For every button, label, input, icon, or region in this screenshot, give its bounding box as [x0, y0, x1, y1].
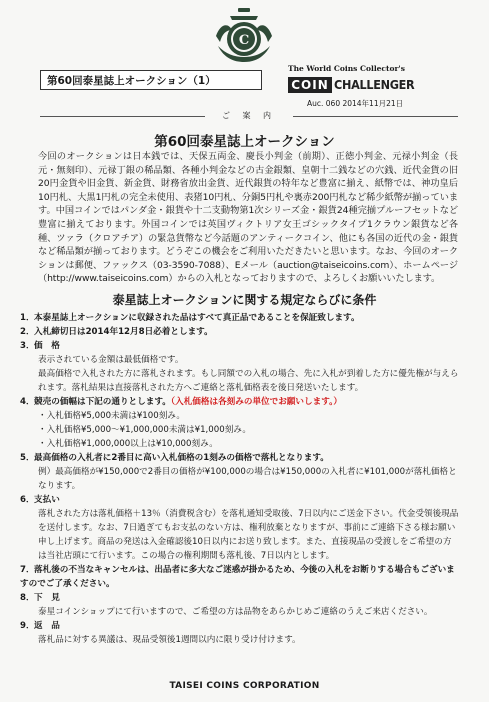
rule-number: 4． — [20, 397, 35, 407]
notice-label: ご 案 内 — [221, 111, 277, 120]
rule-5-example: 例）最高価格が¥150,000で2番目の価格が¥100,000の場合は¥150,000の入札者に¥101,000が落札価格となります。 — [38, 467, 457, 491]
logo-challenger-text: CHALLENGER — [334, 77, 415, 92]
svg-text:C: C — [238, 33, 250, 48]
rule-text: 下 見 — [34, 593, 60, 603]
rule-text: 最高価格の入札者に2番目に高い入札価格の1刻みの価格で落札となります。 — [34, 453, 329, 463]
rule-number: 3． — [20, 341, 35, 351]
rule-6-body: 落札された方は落札価格＋13％（消費税含む）を落札通知受取後、7日以内にご送金下さい。代金受領後現品を送付します。なお、7日過ぎてもお支払のない方は、権利放棄となりますが、事前にご連絡下さる様お願い申し上げます。商品の発送は入金確認後10日以内にお送り致します。また、直接現品の受渡しをご希望の方は当社店頭にて行います。この場合の権利期間も落札後、7日以内とします。 — [38, 509, 459, 561]
rule-text: 落札後の不当なキャンセルは、出品者に多大なご迷惑が掛かるため、今後の入札をお断りする場合もございますのでご了承ください。 — [20, 565, 455, 589]
increment-item: ・入札価格¥1,000,000以上は¥10,000刻み。 — [38, 439, 218, 449]
rule-7 — [20, 563, 460, 591]
increment-item: ・入札価格¥5,000～¥1,000,000未満は¥1,000刻み。 — [38, 425, 251, 435]
rule-3 — [20, 339, 460, 353]
crest-emblem-icon — [210, 6, 278, 64]
rule-8-body: 泰星コインショップにて行いますので、ご希望の方は品物をあらかじめご連絡のうえご来店ください。 — [38, 607, 433, 617]
rule-4-red-note: （入札価格は各刻みの単位でお願いします。） — [170, 397, 343, 407]
rule-1 — [20, 311, 460, 325]
rules-heading: 泰星誌上オークションに関する規定ならびに条件 — [112, 293, 377, 307]
rule-number: 7． — [20, 565, 35, 575]
rule-9 — [20, 619, 460, 633]
rule-number: 9． — [20, 621, 35, 631]
rule-text: 価 格 — [34, 341, 60, 351]
company-footer: TAISEI COINS CORPORATION — [169, 681, 320, 691]
divider-right — [293, 116, 458, 117]
logo-coin-text: COIN — [288, 77, 332, 93]
rule-number: 1． — [20, 313, 35, 323]
rule-2 — [20, 325, 460, 339]
rule-5 — [20, 451, 460, 465]
page-title-box: 第60回泰星誌上オークション（1） — [40, 70, 262, 90]
rule-6 — [20, 493, 460, 507]
rule-3-body-2: 最高価格で入札された方に落札されます。もし同額での入札の場合、先に入札が到着した方に優先権が与えられます。落札結果は直接落札された方へご連絡と落札価格表を後日発送いたします。 — [38, 369, 459, 393]
rule-8 — [20, 591, 460, 605]
rule-number: 5． — [20, 453, 35, 463]
notice-ornament — [40, 110, 458, 124]
rule-text: 返 品 — [34, 621, 60, 631]
main-heading: 第60回泰星誌上オークション — [154, 134, 335, 150]
increment-item: ・入札価格¥5,000未満は¥100刻み。 — [38, 411, 185, 421]
logo-tagline: The World Coins Collector's — [288, 64, 405, 73]
rule-text: 本泰星誌上オークションに収録された品はすべて真正品であることを保証致します。 — [34, 313, 360, 323]
rule-number: 2． — [20, 327, 35, 337]
rule-4 — [20, 395, 460, 409]
intro-paragraph: 今回のオークションは日本銭では、天保五両金、慶長小判金（前期）、正徳小判金、元禄小判金（長元・無刻印）、元禄丁銀の稀品類、各種小判金などの古金銀類、皇朝十二銭などの穴銭、近代金貨の旧20円金貨や旧金貨、新金貨、財務省放出金貨、近代銀貨の特年など豊富に揃え、紙幣では、神功皇后10円札、大黒1円札の完全未使用、表猪10円札、分銅5円札や裏赤200円札など稀少紙幣が揃っています。中国コインではパンダ金・銀貨や十二支動物第1次シリーズ金・銀貨24種完揃プルーフセットなど豊富に揃えております。外国コインでは英国ヴィクトリア女王ゴシックタイプ1クラウン銀貨など各種、ツァラ（クロアチア）の緊急貨幣など今話題のアンティークコイン、他にも各国の近代の金・銀貨など稀品類が揃っております。どうぞこの機会をご利用いただきたいと思います。なお、今回のオークションは郵便、ファックス（03-3590-7088）、Eメール（auction@taiseicoins.com）、ホームページ（http://www.taiseicoins.com）からの入札となっておりますので、よろしくお願いいたします。 — [38, 151, 458, 285]
rule-text: 支払い — [34, 495, 60, 505]
rule-3-body-1: 表示されている金額は最低価格です。 — [38, 355, 184, 365]
rule-number: 8． — [20, 593, 35, 603]
coin-challenger-logo — [288, 77, 444, 93]
rule-9-body: 落札品に対する異議は、現品受領後1週間以内に限り受け付けます。 — [38, 635, 301, 645]
divider-left — [40, 116, 205, 117]
auction-date-line: Auc. 060 2014年11月21日 — [307, 99, 404, 108]
rule-number: 6． — [20, 495, 35, 505]
rules-list — [20, 311, 460, 647]
rule-text: 競売の価幅は下記の通りとします。 — [34, 397, 171, 407]
rule-text: 入札締切日は2014年12月8日必着とします。 — [34, 327, 213, 337]
